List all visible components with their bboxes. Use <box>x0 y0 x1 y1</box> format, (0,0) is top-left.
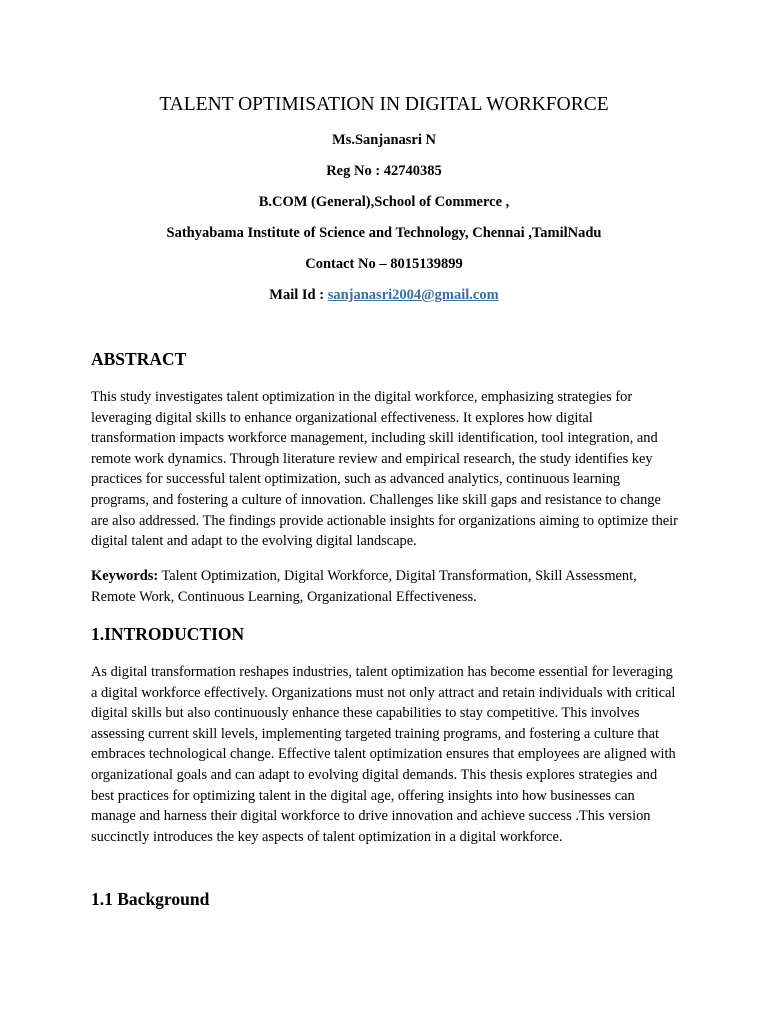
reg-number: Reg No : 42740385 <box>326 163 442 179</box>
background-heading: 1.1 Background <box>91 889 210 909</box>
keywords-label: Keywords: <box>91 568 159 584</box>
keywords-text: Talent Optimization, Digital Workforce, Digital Transformation, Skill Assessment, Remote Work, Continuous Learning, Organizational Effectiveness. <box>91 568 637 605</box>
program-line: B.COM (General),School of Commerce , <box>258 194 510 210</box>
paper-title: TALENT OPTIMISATION IN DIGITAL WORKFORCE <box>159 94 609 115</box>
abstract-paragraph: This study investigates talent optimization in the digital workforce, emphasizing strategies for leveraging digital skills to enhance organizational effectiveness. It explores how digital transformation impacts workforce management, including skill identification, tool integration, and remote work dynamics. Through literature review and empirical research, the study identifies key practices for successful talent optimization, such as advanced analytics, continuous learning programs, and fostering a culture of innovation. Challenges like skill gaps and resistance to change are also addressed. The findings provide actionable insights for organizations aiming to optimize their digital talent and adapt to the evolving digital landscape. <box>91 389 678 550</box>
mail-label: Mail Id : <box>269 287 328 303</box>
mail-line <box>0 285 768 305</box>
author-name: Ms.Sanjanasri N <box>332 132 436 148</box>
email-link[interactable]: sanjanasri2004@gmail.com <box>327 287 499 303</box>
introduction-heading: 1.INTRODUCTION <box>91 624 245 644</box>
institution-line: Sathyabama Institute of Science and Technology, Chennai ,TamilNadu <box>166 225 602 241</box>
introduction-paragraph: As digital transformation reshapes industries, talent optimization has become essential for leveraging a digital workforce effectively. Organizations must not only attract and retain individuals with critical digital skills but also continuously enhance these capabilities to stay competitive. This involves assessing current skill levels, implementing targeted training programs, and fostering a culture that embraces technological change. Effective talent optimization ensures that employees are aligned with organizational goals and can adapt to evolving digital demands. This thesis explores strategies and best practices for optimizing talent in the digital age, offering insights into how businesses can manage and harness their digital workforce to drive innovation and achieve success .This version succinctly introduces the key aspects of talent optimization in a digital workforce. <box>91 664 676 845</box>
contact-line: Contact No – 8015139899 <box>305 256 463 272</box>
abstract-heading: ABSTRACT <box>91 349 187 369</box>
keywords-paragraph <box>91 566 681 607</box>
